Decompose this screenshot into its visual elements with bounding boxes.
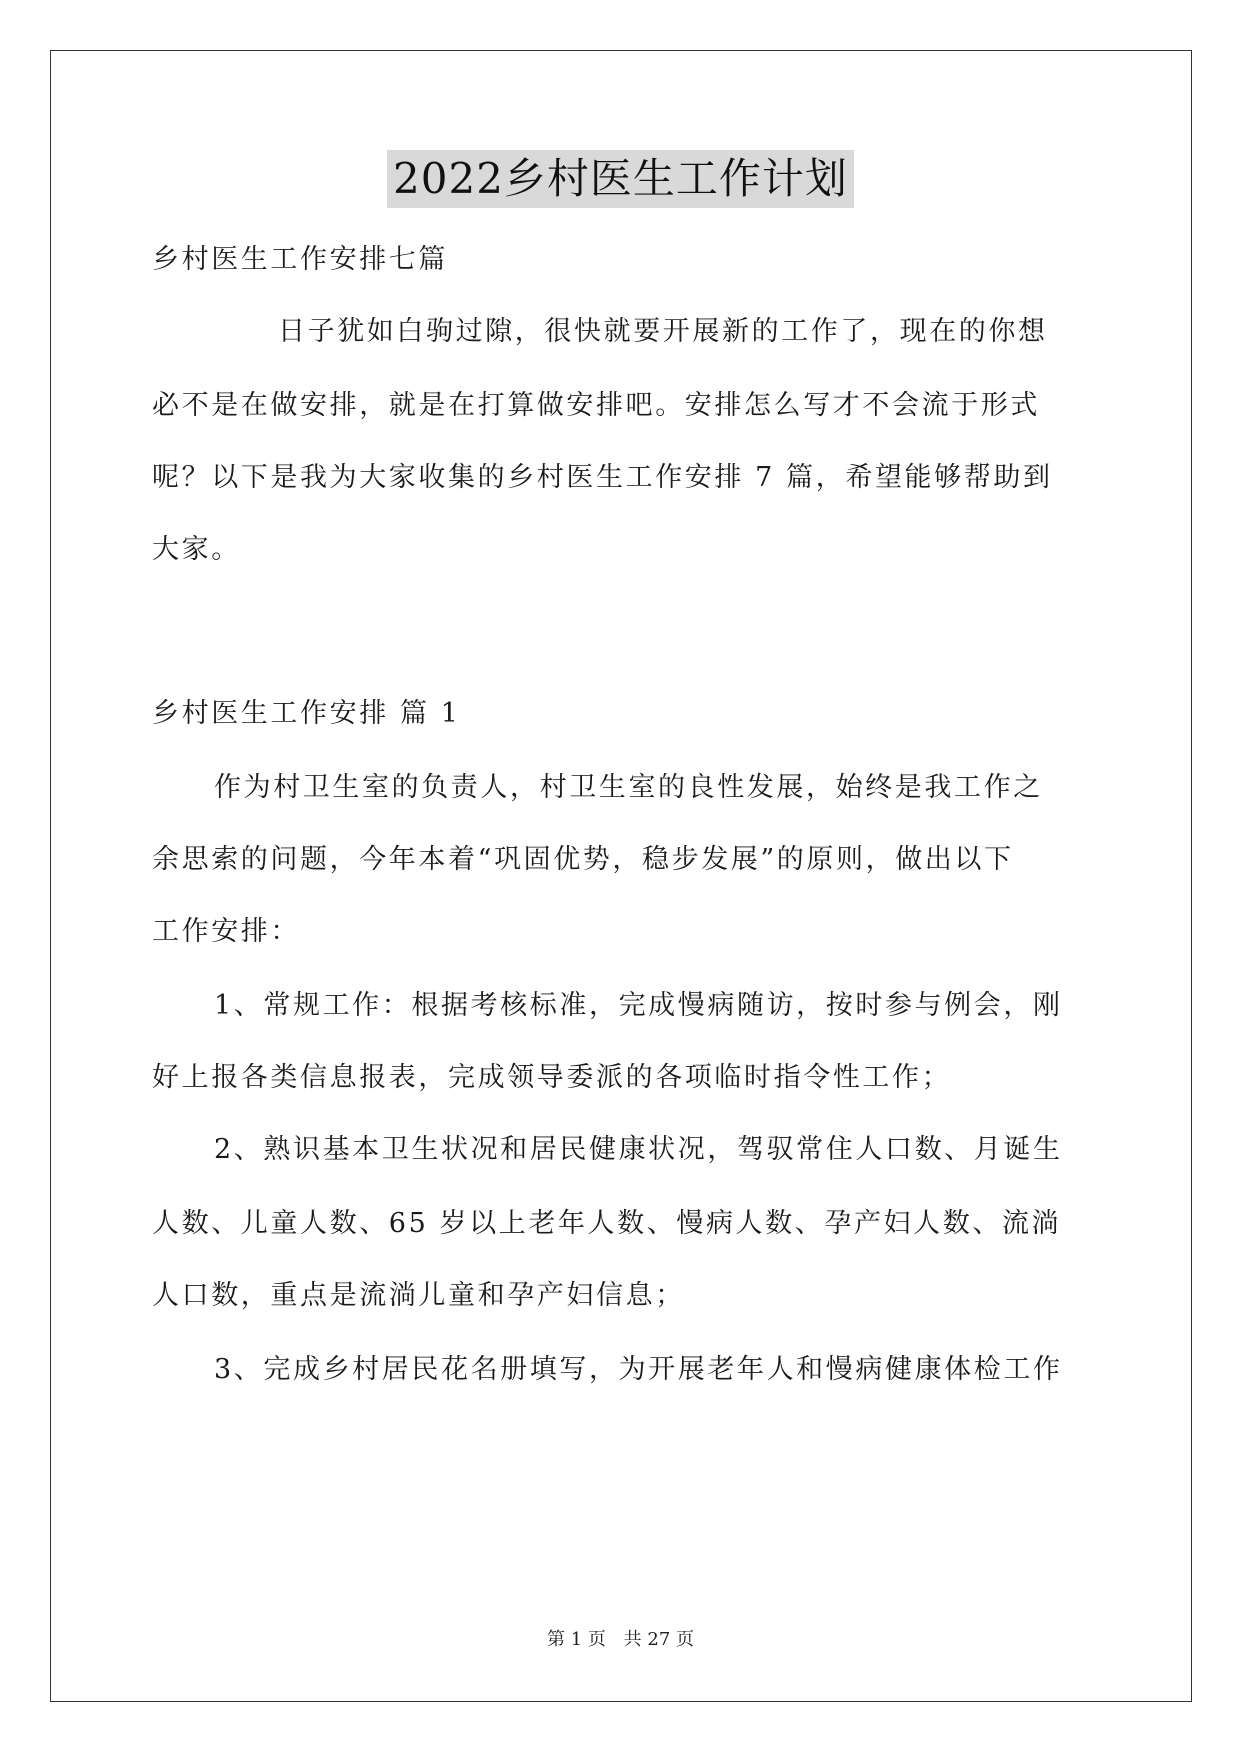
page-total: 共 27 页 — [623, 1629, 694, 1650]
document-title: 2022乡村医生工作计划 — [387, 150, 854, 208]
body-line-7: 人数、儿童人数、65 岁以上老年人数、慢病人数、孕产妇人数、流淌 — [152, 1208, 1062, 1239]
body-line-1: 作为村卫生室的负责人，村卫生室的良性发展，始终是我工作之 — [214, 772, 1043, 803]
title-container — [0, 150, 1241, 208]
document-subtitle: 乡村医生工作安排七篇 — [152, 244, 448, 275]
intro-line-3: 呢？以下是我为大家收集的乡村医生工作安排 7 篇，希望能够帮助到 — [152, 462, 1053, 493]
body-line-5: 好上报各类信息报表，完成领导委派的各项临时指令性工作； — [152, 1062, 952, 1093]
body-line-9: 3、完成乡村居民花名册填写，为开展老年人和慢病健康体检工作 — [214, 1354, 1063, 1385]
body-line-6: 2、熟识基本卫生状况和居民健康状况，驾驭常住人口数、月诞生 — [214, 1134, 1063, 1165]
section-heading: 乡村医生工作安排 篇 1 — [152, 698, 461, 729]
intro-line-4: 大家。 — [152, 534, 241, 565]
body-line-8: 人口数，重点是流淌儿童和孕产妇信息； — [152, 1280, 685, 1311]
intro-line-1: 日子犹如白驹过隙，很快就要开展新的工作了，现在的你想 — [278, 316, 1048, 347]
body-line-2: 余思索的问题，今年本着“巩固优势，稳步发展”的原则，做出以下 — [152, 844, 1014, 875]
intro-line-2: 必不是在做安排，就是在打算做安排吧。安排怎么写才不会流于形式 — [152, 390, 1040, 421]
body-line-3: 工作安排： — [152, 916, 300, 947]
body-line-4: 1、常规工作：根据考核标准，完成慢病随访，按时参与例会，刚 — [214, 990, 1063, 1021]
page-number: 第 1 页 — [547, 1629, 606, 1650]
page-footer — [0, 1628, 1241, 1652]
